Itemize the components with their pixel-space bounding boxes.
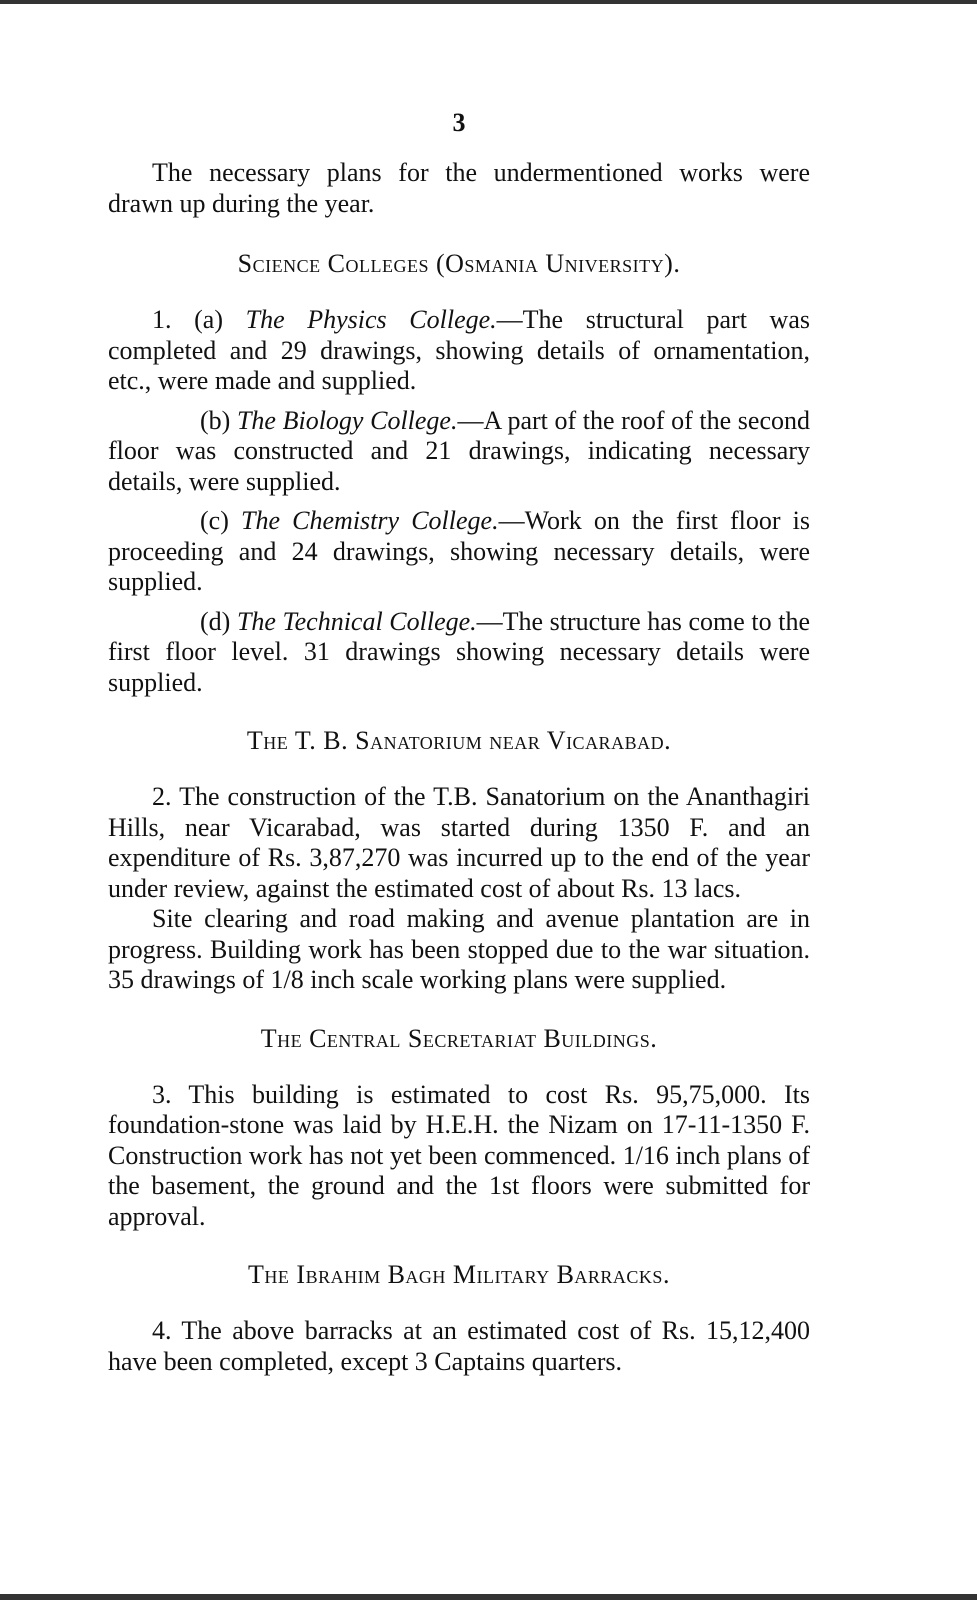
item-chemistry-college [108,506,810,598]
item-marker: (c) [200,506,229,535]
heading-science-colleges: Science Colleges (Osmania University). [237,249,681,278]
sanatorium-paragraph-1: 2. The construction of the T.B. Sanatorium on the Ananthagiri Hills, near Vicarabad, was started during 1350 F. and an expenditure of Rs. 3,87,270 was incurred up to the end of the year under review, against the estimated cost of about Rs. 13 lacs. [108,782,810,903]
bottom-border [0,1594,977,1600]
item-title: The Physics College. [245,305,497,334]
item-title: The Biology College. [236,405,458,435]
item-title: The Technical College. [236,606,477,636]
heading-tb-sanatorium: The T. B. Sanatorium near Vicarabad. [246,726,672,755]
item-text: —A part of the roof of the second floor was constructed and 21 drawings, indicating necessary details, were supplied. [108,405,810,496]
sanatorium-paragraph-2: Site clearing and road making and avenue plantation are in progress. Building work has been stopped due to the war situation. 35 drawings of 1/8 inch scale working plans were supplied. [108,904,810,994]
item-text: —Work on the first floor is proceeding and 24 drawings, showing necessary details, were supplied. [108,506,810,596]
item-biology-college [108,406,810,498]
heading-central-secretariat: The Central Secretariat Buildings. [260,1023,658,1053]
heading-ibrahim-bagh-barracks: The Ibrahim Bagh Military Barracks. [248,1260,670,1289]
secretariat-paragraph: 3. This building is estimated to cost Rs. 95,75,000. Its foundation-stone was laid by H.E.H. the Nizam on 17-11-1350 F. Construction work has not yet been commenced. 1/16 inch plans of the basement, the ground and the 1st floors were submitted for approval. [108,1079,810,1231]
item-physics-college [108,305,810,397]
item-marker: 1. (a) [152,305,223,334]
item-technical-college [108,607,810,699]
item-marker: (d) [200,606,231,636]
barracks-paragraph: 4. The above barracks at an estimated cost of Rs. 15,12,400 have been completed, except 3 Captains quarters. [108,1316,810,1376]
item-title: The Chemistry College. [241,506,499,535]
document-page [108,108,810,1377]
item-marker: (b) [200,405,231,435]
intro-paragraph: The necessary plans for the undermentioned works were drawn up during the year. [108,158,810,218]
item-text: —The structure has come to the first floor level. 31 drawings showing necessary details were supplied. [108,606,810,697]
top-border [0,0,977,4]
item-text: —The structural part was completed and 29 drawings, showing details of ornamentation, etc., were made and supplied. [108,305,810,395]
page-number: 3 [452,108,466,137]
